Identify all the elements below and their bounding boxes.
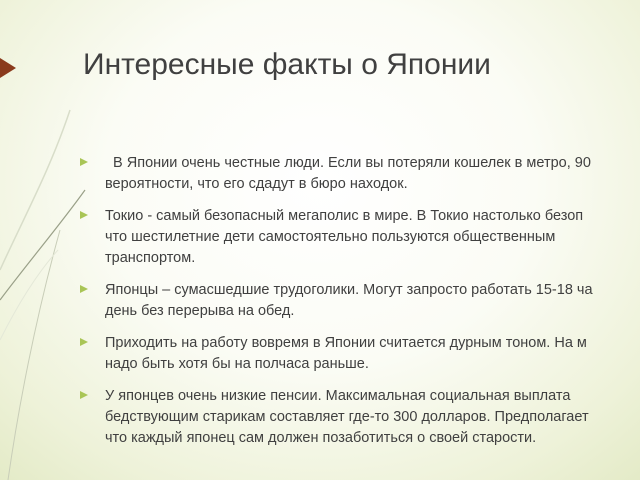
triangle-bullet-icon bbox=[80, 211, 88, 219]
bullet-text-line: надо быть хотя бы на полчаса раньше. bbox=[105, 356, 369, 372]
bullet-text-line: вероятности, что его сдадут в бюро находок. bbox=[105, 176, 408, 192]
slide-title: Интересные факты о Японии bbox=[83, 48, 491, 81]
bullet-text-line: бедствующим старикам составляет где-то 300 долларов. Предполагает bbox=[105, 409, 589, 425]
triangle-arrow-icon bbox=[0, 58, 16, 78]
bullet-text-line: что каждый японец сам должен позаботиться о своей старости. bbox=[105, 430, 537, 446]
bullet-text-line: Японцы – сумасшедшие трудоголики. Могут запросто работать 15-18 ча bbox=[105, 282, 593, 298]
triangle-bullet-icon bbox=[80, 158, 88, 166]
bullet-item bbox=[0, 206, 640, 269]
bullet-text-line: Приходить на работу вовремя в Японии считается дурным тоном. На м bbox=[105, 335, 587, 351]
bullet-item bbox=[0, 386, 640, 449]
bullet-text-line: В Японии очень честные люди. Если вы потеряли кошелек в метро, 90 bbox=[105, 155, 591, 171]
bullet-text-line: Токио - самый безопасный мегаполис в мире. В Токио настолько безоп bbox=[105, 208, 584, 224]
bullet-list bbox=[0, 153, 640, 460]
triangle-bullet-icon bbox=[80, 285, 88, 293]
bullet-text-line: транспортом. bbox=[105, 250, 196, 266]
bullet-text-line: У японцев очень низкие пенсии. Максимальная социальная выплата bbox=[105, 388, 571, 404]
bullet-item bbox=[0, 333, 640, 375]
bullet-text-line: что шестилетние дети самостоятельно пользуются общественным bbox=[105, 229, 556, 245]
bullet-text-line: день без перерыва на обед. bbox=[105, 303, 295, 319]
triangle-bullet-icon bbox=[80, 391, 88, 399]
bullet-item bbox=[0, 280, 640, 322]
bullet-item bbox=[0, 153, 640, 195]
triangle-bullet-icon bbox=[80, 338, 88, 346]
